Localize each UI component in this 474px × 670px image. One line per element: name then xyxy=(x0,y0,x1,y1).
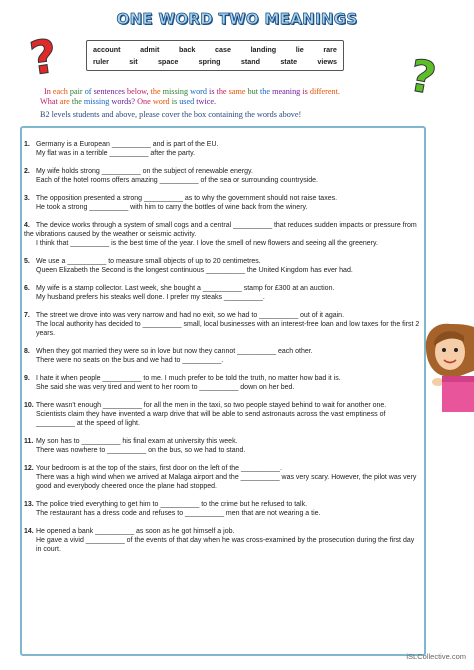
sentence-a xyxy=(24,500,420,509)
sentence-b: There was a high wind when we arrived at Malaga airport and the __________ was very scary. However, the pilot was very good and everybody cheered once the plane had stopped. xyxy=(36,474,417,490)
instruction-word: In xyxy=(44,87,51,96)
item-number: 10. xyxy=(24,402,34,409)
sentence-a-text: When they got married they were so in love but now they cannot __________ each other. xyxy=(35,348,313,355)
exercise-item xyxy=(24,401,420,428)
instruction-word: below, xyxy=(127,87,149,96)
sentence-b: He took a strong __________ with him to carry the bottles of wine back from the winery. xyxy=(36,204,308,211)
instruction-word: but xyxy=(247,87,258,96)
sentence-a xyxy=(24,284,420,293)
sentence-a xyxy=(24,167,420,176)
exercise-item xyxy=(24,527,420,554)
footer-credit: iSLCollective.com xyxy=(406,652,466,661)
instruction-word: different. xyxy=(309,87,340,96)
word-box-word: landing xyxy=(250,45,277,54)
exercise-item xyxy=(24,140,420,158)
word-box-row-1 xyxy=(87,45,343,54)
word-box-word: back xyxy=(178,45,196,54)
instruction-word: meaning xyxy=(272,87,301,96)
word-box-word: spring xyxy=(198,57,221,66)
instruction-word: missing xyxy=(162,87,189,96)
word-box-word: account xyxy=(93,45,121,54)
sentence-a-text: He opened a bank __________ as soon as he got himself a job. xyxy=(35,528,235,535)
exercise-item xyxy=(24,221,420,248)
red-question-mark-icon: ? xyxy=(26,28,61,86)
item-number: 9. xyxy=(24,375,30,382)
sentence-b: My flat was in a terrible __________ after the party. xyxy=(36,150,196,157)
item-number: 2. xyxy=(24,168,30,175)
sentence-a-text: The street we drove into was very narrow and had no exit, so we had to __________ out of it again. xyxy=(35,312,345,319)
instruction-line-1 xyxy=(44,87,444,97)
sentence-a xyxy=(24,401,420,410)
sentence-a-text: We use a __________ to measure small objects of up to 20 centimetres. xyxy=(35,258,261,265)
sentence-b: The local authority has decided to __________ small, local businesses with an interest-free loan and low taxes for the first 2 years. xyxy=(36,321,420,337)
instruction-word: pair xyxy=(69,87,83,96)
sentence-b: I think that __________ is the best time of the year. I love the smell of new flowers and seeing all the greenery. xyxy=(36,240,378,247)
sentence-a-text: My son has to __________ his final exam at university this week. xyxy=(35,438,238,445)
word-box-word: space xyxy=(157,57,179,66)
exercise-item xyxy=(24,500,420,518)
item-number: 11. xyxy=(24,438,34,445)
item-number: 12. xyxy=(24,465,34,472)
sentence-b: Scientists claim they have invented a warp drive that will be able to send astronauts across the vast emptiness of __________ at the speed of light. xyxy=(36,411,386,427)
sentence-a xyxy=(24,347,420,356)
sentence-b: Each of the hotel rooms offers amazing __________ of the sea or surrounding countryside. xyxy=(36,177,318,184)
exercise-item xyxy=(24,194,420,212)
instruction-word: the xyxy=(71,97,82,106)
instruction-word: each xyxy=(52,87,68,96)
item-number: 13. xyxy=(24,501,34,508)
exercise-item xyxy=(24,374,420,392)
sentence-b: There were no seats on the bus and we had to __________. xyxy=(36,357,224,364)
word-box-word: views xyxy=(317,57,337,66)
word-box-word: stand xyxy=(240,57,261,66)
sentence-a-text: The device works through a system of small cogs and a central __________ that reduces sudden impacts or pressure from the vibrations caused by the weather or seismic activity. xyxy=(24,222,417,238)
word-box-word: lie xyxy=(295,45,304,54)
exercise-list xyxy=(24,140,420,563)
instruction-word: of xyxy=(84,87,92,96)
sentence-a xyxy=(24,374,420,383)
sentence-b: The restaurant has a dress code and refuses to __________ men that are not wearing a tie. xyxy=(36,510,321,517)
worksheet-title: ONE WORD TWO MEANINGS xyxy=(116,10,358,28)
instruction-word: used xyxy=(179,97,195,106)
sentence-a-text: The opposition presented a strong __________ as to why the government should not raise taxes. xyxy=(35,195,338,202)
word-box-row-2 xyxy=(87,57,343,66)
sentence-a xyxy=(24,140,420,149)
sentence-b: She said she was very tired and went to her room to __________ down on her bed. xyxy=(36,384,295,391)
word-box-word: admit xyxy=(140,45,160,54)
instruction-word: twice. xyxy=(196,97,217,106)
sentence-a xyxy=(24,257,420,266)
item-number: 14. xyxy=(24,528,34,535)
instruction-word: the xyxy=(150,87,161,96)
item-number: 8. xyxy=(24,348,30,355)
word-box-word: ruler xyxy=(93,57,109,66)
exercise-item xyxy=(24,347,420,365)
instruction-word: same xyxy=(228,87,246,96)
instruction-word: missing xyxy=(83,97,110,106)
word-box-word: sit xyxy=(129,57,138,66)
sentence-a-text: Your bedroom is at the top of the stairs, first door on the left of the __________. xyxy=(35,465,282,472)
instruction-word: word xyxy=(152,97,170,106)
sentence-a-text: My wife is a stamp collector. Last week, she bought a __________ stamp for £300 at an auction. xyxy=(35,285,335,292)
sentence-a xyxy=(24,194,420,203)
sentence-a xyxy=(24,311,420,320)
sentence-b: There was nowhere to __________ on the bus, so we had to stand. xyxy=(36,447,246,454)
sentence-b: He gave a vivid __________ of the events of that day when he was cross-examined by the prosecution during the first day in court. xyxy=(36,537,415,553)
sentence-a-text: The police tried everything to get him to __________ to the crime but he refused to talk. xyxy=(35,501,308,508)
instruction-word: words? xyxy=(111,97,136,106)
instruction-line-3: B2 levels students and above, please cover the box containing the words above! xyxy=(40,110,302,119)
sentence-a xyxy=(24,464,420,473)
sentence-a xyxy=(24,221,420,239)
word-box xyxy=(86,40,344,71)
instruction-word: is xyxy=(209,87,215,96)
instruction-word: What xyxy=(40,97,58,106)
instruction-word: is xyxy=(171,97,178,106)
item-number: 6. xyxy=(24,285,30,292)
peeking-girl-illustration xyxy=(420,320,474,412)
sentence-a-text: Germany is a European __________ and is part of the EU. xyxy=(35,141,219,148)
exercise-item xyxy=(24,437,420,455)
sentence-a xyxy=(24,437,420,446)
word-box-word: rare xyxy=(323,45,337,54)
exercise-item xyxy=(24,464,420,491)
item-number: 7. xyxy=(24,312,30,319)
instruction-word: is xyxy=(302,87,308,96)
exercise-item xyxy=(24,284,420,302)
instruction-word: One xyxy=(137,97,151,106)
sentence-a-text: My wife holds strong __________ on the subject of renewable energy. xyxy=(35,168,253,175)
sentence-b: Queen Elizabeth the Second is the longest continuous __________ the United Kingdom has ever had. xyxy=(36,267,353,274)
instruction-word: the xyxy=(216,87,227,96)
green-question-mark-icon: ? xyxy=(405,50,440,105)
instruction-word: word xyxy=(190,87,207,96)
item-number: 4. xyxy=(24,222,30,229)
instruction-line-2 xyxy=(40,97,440,107)
exercise-item xyxy=(24,311,420,338)
sentence-b: My husband prefers his steaks well done. I prefer my steaks __________. xyxy=(36,294,265,301)
exercise-item xyxy=(24,257,420,275)
instruction-word: the xyxy=(260,87,271,96)
sentence-a xyxy=(24,527,420,536)
word-box-word: state xyxy=(280,57,298,66)
instruction-word: sentences xyxy=(93,87,125,96)
sentence-a-text: There wasn't enough __________ for all the men in the taxi, so two people stayed behind to wait for another one. xyxy=(35,402,387,409)
exercise-item xyxy=(24,167,420,185)
word-box-word: case xyxy=(214,45,231,54)
item-number: 5. xyxy=(24,258,30,265)
instruction-word: are xyxy=(59,97,70,106)
sentence-a-text: I hate it when people __________ to me. I much prefer to be told the truth, no matter how bad it is. xyxy=(35,375,341,382)
item-number: 3. xyxy=(24,195,30,202)
item-number: 1. xyxy=(24,141,30,148)
